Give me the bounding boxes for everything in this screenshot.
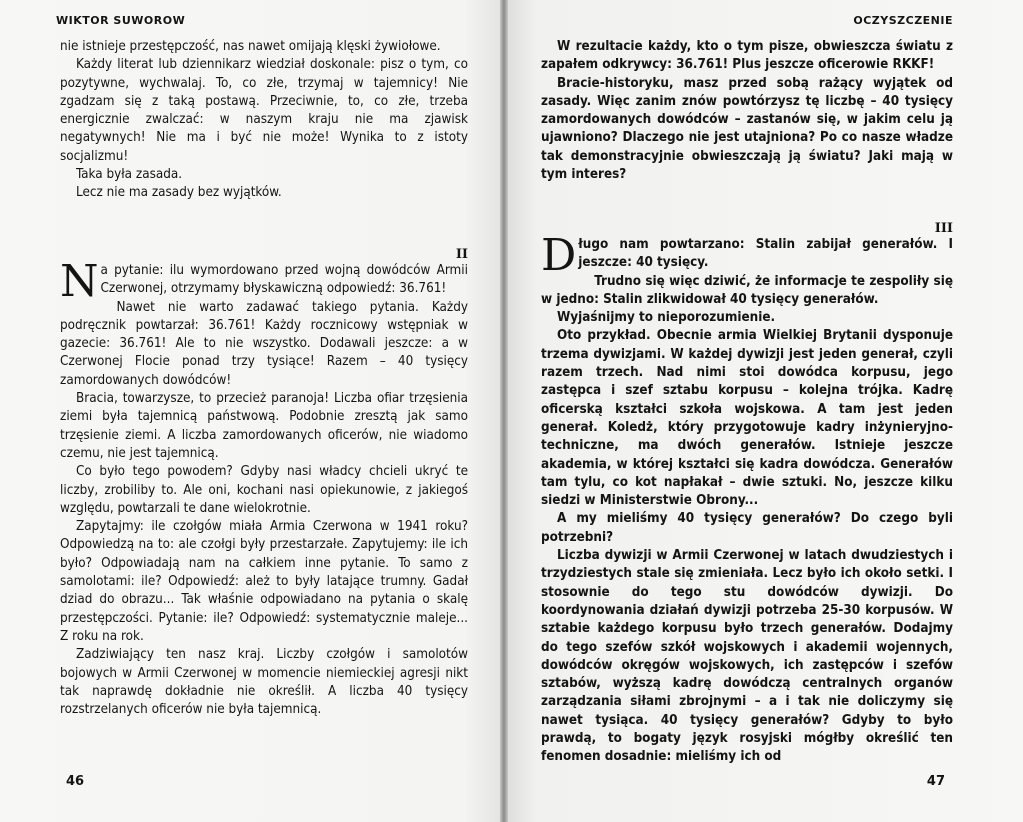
paragraph-with-dropcap xyxy=(60,256,468,307)
book-gutter xyxy=(500,0,508,822)
page-number: 46 xyxy=(66,774,85,789)
section-number: II xyxy=(455,247,468,262)
paragraph-text: a pytanie: ilu wymordowano przed wojną dowódców Armii Czerwonej, otrzymamy błyskawiczną odpowiedź: 36.761! xyxy=(100,263,468,297)
paragraph: nie istnieje przestępczość, nas nawet omijają klęski żywiołowe. xyxy=(60,39,441,54)
right-text-block-1 xyxy=(541,38,953,184)
paragraph-with-dropcap xyxy=(541,230,953,281)
paragraph: Zapytajmy: ile czołgów miała Armia Czerwona w 1941 roku? Odpowiedzą na to: ale czołgi były przestarzałe. Zapytujemy: ile ich było? Odpowiadają nam na całkiem inne pytanie. To samo z samolotami: ile? Odpowiedź: ależ to były latające trumny. Gadał dziad do obrazu... Tak właśnie odpowiadano na pytania o skalę przestępczości. Pytanie: ile? Odpowiedź: systematycznie maleje... Z roku na rok. xyxy=(60,519,468,644)
paragraph-text: ługo nam powtarzano: Stalin zabijał generałów. I jeszcze: 40 tysięcy. xyxy=(578,237,953,271)
page-number: 47 xyxy=(926,774,945,789)
paragraph: Oto przykład. Obecnie armia Wielkiej Brytanii dysponuje trzema dywizjami. W każdej dywizji jest jeden generał, czyli razem trzech. Nad nimi stoi dowódca korpusu, jego zastępca i szef sztabu korpusu – kolejna trójka. Kadrę oficerską kształci szkoła wojskowa. A tam jest jeden generał. Koledż, który przygotowuje kadry inżynieryjno-techniczne, ma dwóch generałów. Istnieje jeszcze akademia, w której kształci się kadra dowódcza. Generałów tam tylu, co kot napłakał – dwie sztuki. No, jeszcze kilku siedzi w Ministerstwie Obrony... xyxy=(541,328,953,509)
paragraph: Lecz nie ma zasady bez wyjątków. xyxy=(76,185,282,201)
left-text-block-2 xyxy=(60,248,468,719)
paragraph: Każdy literat lub dziennikarz wiedział doskonale: pisz o tym, co pozytywne, wychwalaj. To, co złe, trzymaj w tajemnicy! Nie zgadzam się z taką postawą. Przeciwnie, to, co złe, trzeba energicznie zwalczać: w naszym kraju nie ma zjawisk negatywnych! Nie ma i być nie może! Wynika to z istoty socjalizmu! xyxy=(60,57,468,164)
paragraph: Trudno się więc dziwić, że informacje te zespoliły się w jedno: Stalin zlikwidował 40 tysięcy generałów. xyxy=(541,273,953,307)
paragraph: Co było tego powodem? Gdyby nasi władcy chcieli ukryć te liczby, zrobiliby to. Ale oni, kochani nasi opiekunowie, z jakiegoś względu, powtarzali te dane wielokrotnie. xyxy=(60,464,468,516)
paragraph: Bracia, towarzysze, to przecież paranoja! Liczba ofiar trzęsienia ziemi była tajemnicą państwową. Podobnie zresztą jak samo trzęsienie ziemi. A liczba zamordowanych oficerów, nie wiadomo czemu, nie jest tajemnicą. xyxy=(60,391,468,461)
paragraph: Nawet nie warto zadawać takiego pytania. Każdy podręcznik powtarzał: 36.761! Każdy rocznicowy wstępniak w gazecie: 36.761! Ale to nie wszystko. Dodawali jeszcze: a w Czerwonej Flocie ponad trzy tysiące! Razem – 40 tysięcy zamordowanych dowódców! xyxy=(60,299,468,388)
running-head-author: WIKTOR SUWOROW xyxy=(56,14,186,27)
paragraph: W rezultacie każdy, kto o tym pisze, obwieszcza światu z zapałem odkrywcy: 36.761! Plus jeszcze oficerowie RKKF! xyxy=(541,39,953,73)
section-number: III xyxy=(934,221,953,236)
dropcap: D xyxy=(541,230,577,281)
paragraph: Zadziwiający ten nasz kraj. Liczby czołgów i samolotów bojowych w Armii Czerwonej w momencie niemieckiej agresji nikt tak naprawdę dokładnie nie określił. A liczba 40 tysięcy rozstrzelanych oficerów nie była tajemnicą. xyxy=(60,647,468,718)
right-page xyxy=(505,0,1023,822)
paragraph: Liczba dywizji w Armii Czerwonej w latach dwudziestych i trzydziestych stale się zmieniała. Lecz było ich około setki. I stosownie do tego stu dowódców dywizji. Do koordynowania działań dywizji potrzeba 25-30 korpusów. W sztabie każdego korpusu było trzech generałów. Dodajmy do tego szefów szkół wojskowych i akademii wojennych, dowódców okręgów wojskowych, ich zastępców i szefów sztabów, wyższą kadrę dowódczą centralnych organów zarządzania siłami zbrojnymi – a i tak nie doliczymy się nawet tysiąca. 40 tysięcy generałów? Gdyby to było prawdą, to bogaty język rosyjski mógłby określić ten fenomen dosadnie: mieliśmy ich od xyxy=(541,548,953,765)
left-text-block-1 xyxy=(60,38,468,203)
right-text-block-2 xyxy=(541,222,953,767)
paragraph: Bracie-historyku, masz przed sobą rażący wyjątek od zasady. Więc zanim znów powtórzysz tę liczbę – 40 tysięcy zamordowanych dowódców – zastanów się, w jakim celu ją ujawniono? Dlaczego nie jest utajniona? Po co nasze władze tak demonstracyjnie obwieszczają ją światu? Jaki mają w tym interes? xyxy=(541,75,953,183)
paragraph: Taka była zasada. xyxy=(76,167,183,183)
dropcap: N xyxy=(60,256,99,307)
paragraph: Wyjaśnijmy to nieporozumienie. xyxy=(557,310,776,326)
paragraph: A my mieliśmy 40 tysięcy generałów? Do czego byli potrzebni? xyxy=(541,511,953,545)
running-head-chapter: OCZYSZCZENIE xyxy=(853,14,953,27)
left-page xyxy=(0,0,505,822)
